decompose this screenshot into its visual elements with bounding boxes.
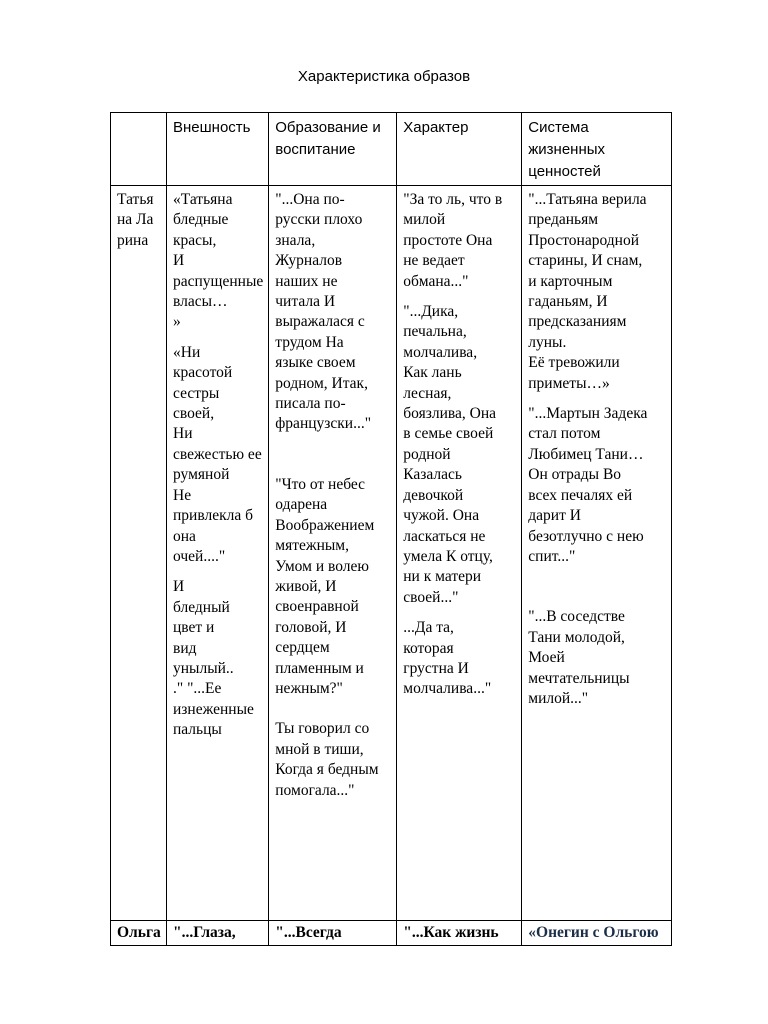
quote-character-2: "...Дика, печальна, молчалива, Как лань лесная, боязлива, Она в семье своей родной Казалась девочкой чужой. Она ласкаться не умела К отцу, ни к матери своей..." xyxy=(403,303,497,606)
quote-character-olga: "...Как жизнь xyxy=(403,924,499,941)
cell-values-tatiana xyxy=(522,186,672,921)
quote-education-2: "Что от небес одарена Воображением мятежным, Умом и волею живой, И своенравной головой, И сердцем пламенным и нежным?" xyxy=(275,475,375,697)
quote-appearance-2: «Ни красотой сестры своей, Ни свежестью ее румяной Не привлекла б она очей...." xyxy=(173,343,262,565)
cell-appearance-tatiana xyxy=(167,186,269,921)
header-cell-values xyxy=(522,113,672,186)
quote-values-1: "...Татьяна верила преданьям Простонародной старины, И снам, и карточным гаданьям, И предсказаниям луны. Её тревожили приметы…» xyxy=(528,191,647,392)
cell-education-olga xyxy=(269,921,397,946)
header-education-text: Образование и воспитание xyxy=(275,119,381,158)
table-header-row xyxy=(111,113,672,186)
header-cell-character xyxy=(397,113,522,186)
header-cell-appearance xyxy=(167,113,269,186)
character-name: Ольга xyxy=(117,924,161,941)
quote-character-1: "За то ль, что в милой простоте Она не ведает обмана..." xyxy=(403,191,503,290)
header-appearance-text: Внешность xyxy=(173,119,251,136)
table-row-tatiana xyxy=(111,186,672,921)
cell-values-olga xyxy=(522,921,672,946)
cell-character-tatiana xyxy=(397,186,522,921)
quote-values-2: "...Мартын Задека стал потом Любимец Тани… Он отрады Во всех печалях ей дарит И безотлучно с нею спит..." xyxy=(528,405,648,565)
quote-education-1: "...Она по- русски плохо знала, Журналов наших не читала И выражалася с трудом На языке своем родном, Итак, писала по- французски..." xyxy=(275,191,372,433)
header-values-text: Система жизненных ценностей xyxy=(528,119,606,180)
table-row-olga xyxy=(111,921,672,946)
quote-appearance-1: «Татьяна бледные красы, И распущенные власы… » xyxy=(173,191,264,331)
quote-education-3: Ты говорил со мной в тиши, Когда я бедным помогала..." xyxy=(275,720,379,799)
quote-education-olga: "...Всегда xyxy=(275,924,342,941)
cell-appearance-olga xyxy=(167,921,269,946)
quote-character-3: ...Да та, которая грустна И молчалива..." xyxy=(403,619,492,698)
cell-name-tatiana xyxy=(111,186,167,921)
quote-values-3: "...В соседстве Тани молодой, Моей мечтательницы милой..." xyxy=(528,608,630,707)
header-cell-empty xyxy=(111,113,167,186)
header-character-text: Характер xyxy=(403,119,469,136)
quote-appearance-olga: "...Глаза, xyxy=(173,924,236,941)
cell-name-olga xyxy=(111,921,167,946)
header-cell-education xyxy=(269,113,397,186)
cell-character-olga xyxy=(397,921,522,946)
page-title: Характеристика образов xyxy=(297,68,471,85)
quote-values-olga: «Онегин с Ольгою xyxy=(528,924,659,941)
quote-appearance-3: И бледный цвет и вид унылый.. ." "...Ее изнеженные пальцы xyxy=(173,578,254,739)
cell-education-tatiana xyxy=(269,186,397,921)
character-name: Татьяна Ларина xyxy=(117,191,154,249)
characters-table xyxy=(110,112,672,946)
